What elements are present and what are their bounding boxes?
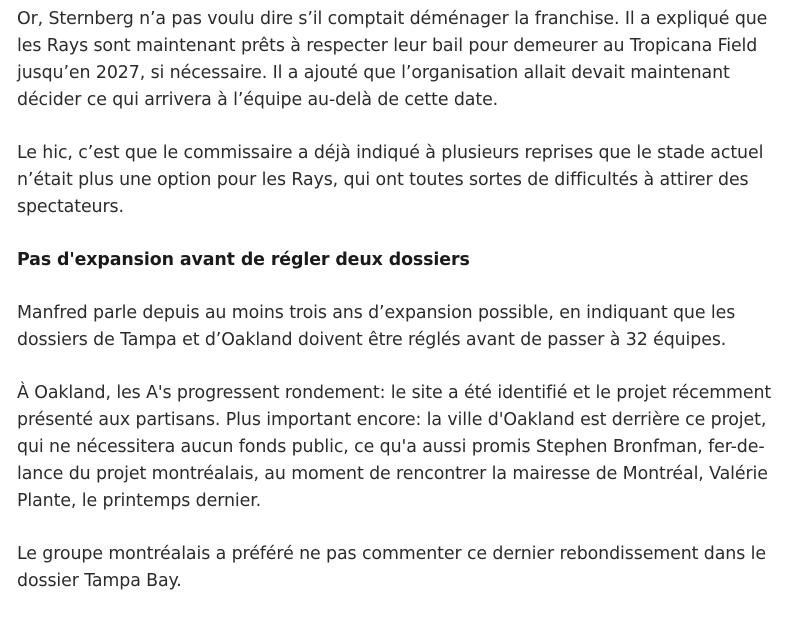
article-paragraph-5: Le groupe montréalais a préféré ne pas commenter ce dernier rebondissement dans le dossier Tampa Bay.: [17, 544, 766, 591]
article-paragraph-4: À Oakland, les A's progressent rondement: le site a été identifié et le projet récemment présenté aux partisans. Plus important encore: la ville d'Oakland est derrière ce projet, qui ne nécessitera aucun fonds public, ce qu'a aussi promis Stephen Bronfman, fer-de-lance du projet montréalais, au moment de rencontrer la mairesse de Montréal, Valérie Plante, le printemps dernier.: [17, 383, 772, 511]
article-subheading: Pas d'expansion avant de régler deux dossiers: [17, 250, 470, 270]
article-paragraph-3: Manfred parle depuis au moins trois ans d’expansion possible, en indiquant que les dossiers de Tampa et d’Oakland doivent être réglés avant de passer à 32 équipes.: [17, 303, 736, 350]
article-paragraph-1: Or, Sternberg n’a pas voulu dire s’il comptait déménager la franchise. Il a expliqué que les Rays sont maintenant prêts à respecter leur bail pour demeurer au Tropicana Field jusqu’en 2027, si nécessaire. Il a ajouté que l’organisation allait devait maintenant décider ce qui arrivera à l’équipe au-delà de cette date.: [17, 9, 768, 110]
article-paragraph-2: Le hic, c’est que le commissaire a déjà indiqué à plusieurs reprises que le stade actuel n’était plus une option pour les Rays, qui ont toutes sortes de difficultés à attirer des spectateurs.: [17, 143, 764, 217]
article-body: [17, 6, 777, 621]
